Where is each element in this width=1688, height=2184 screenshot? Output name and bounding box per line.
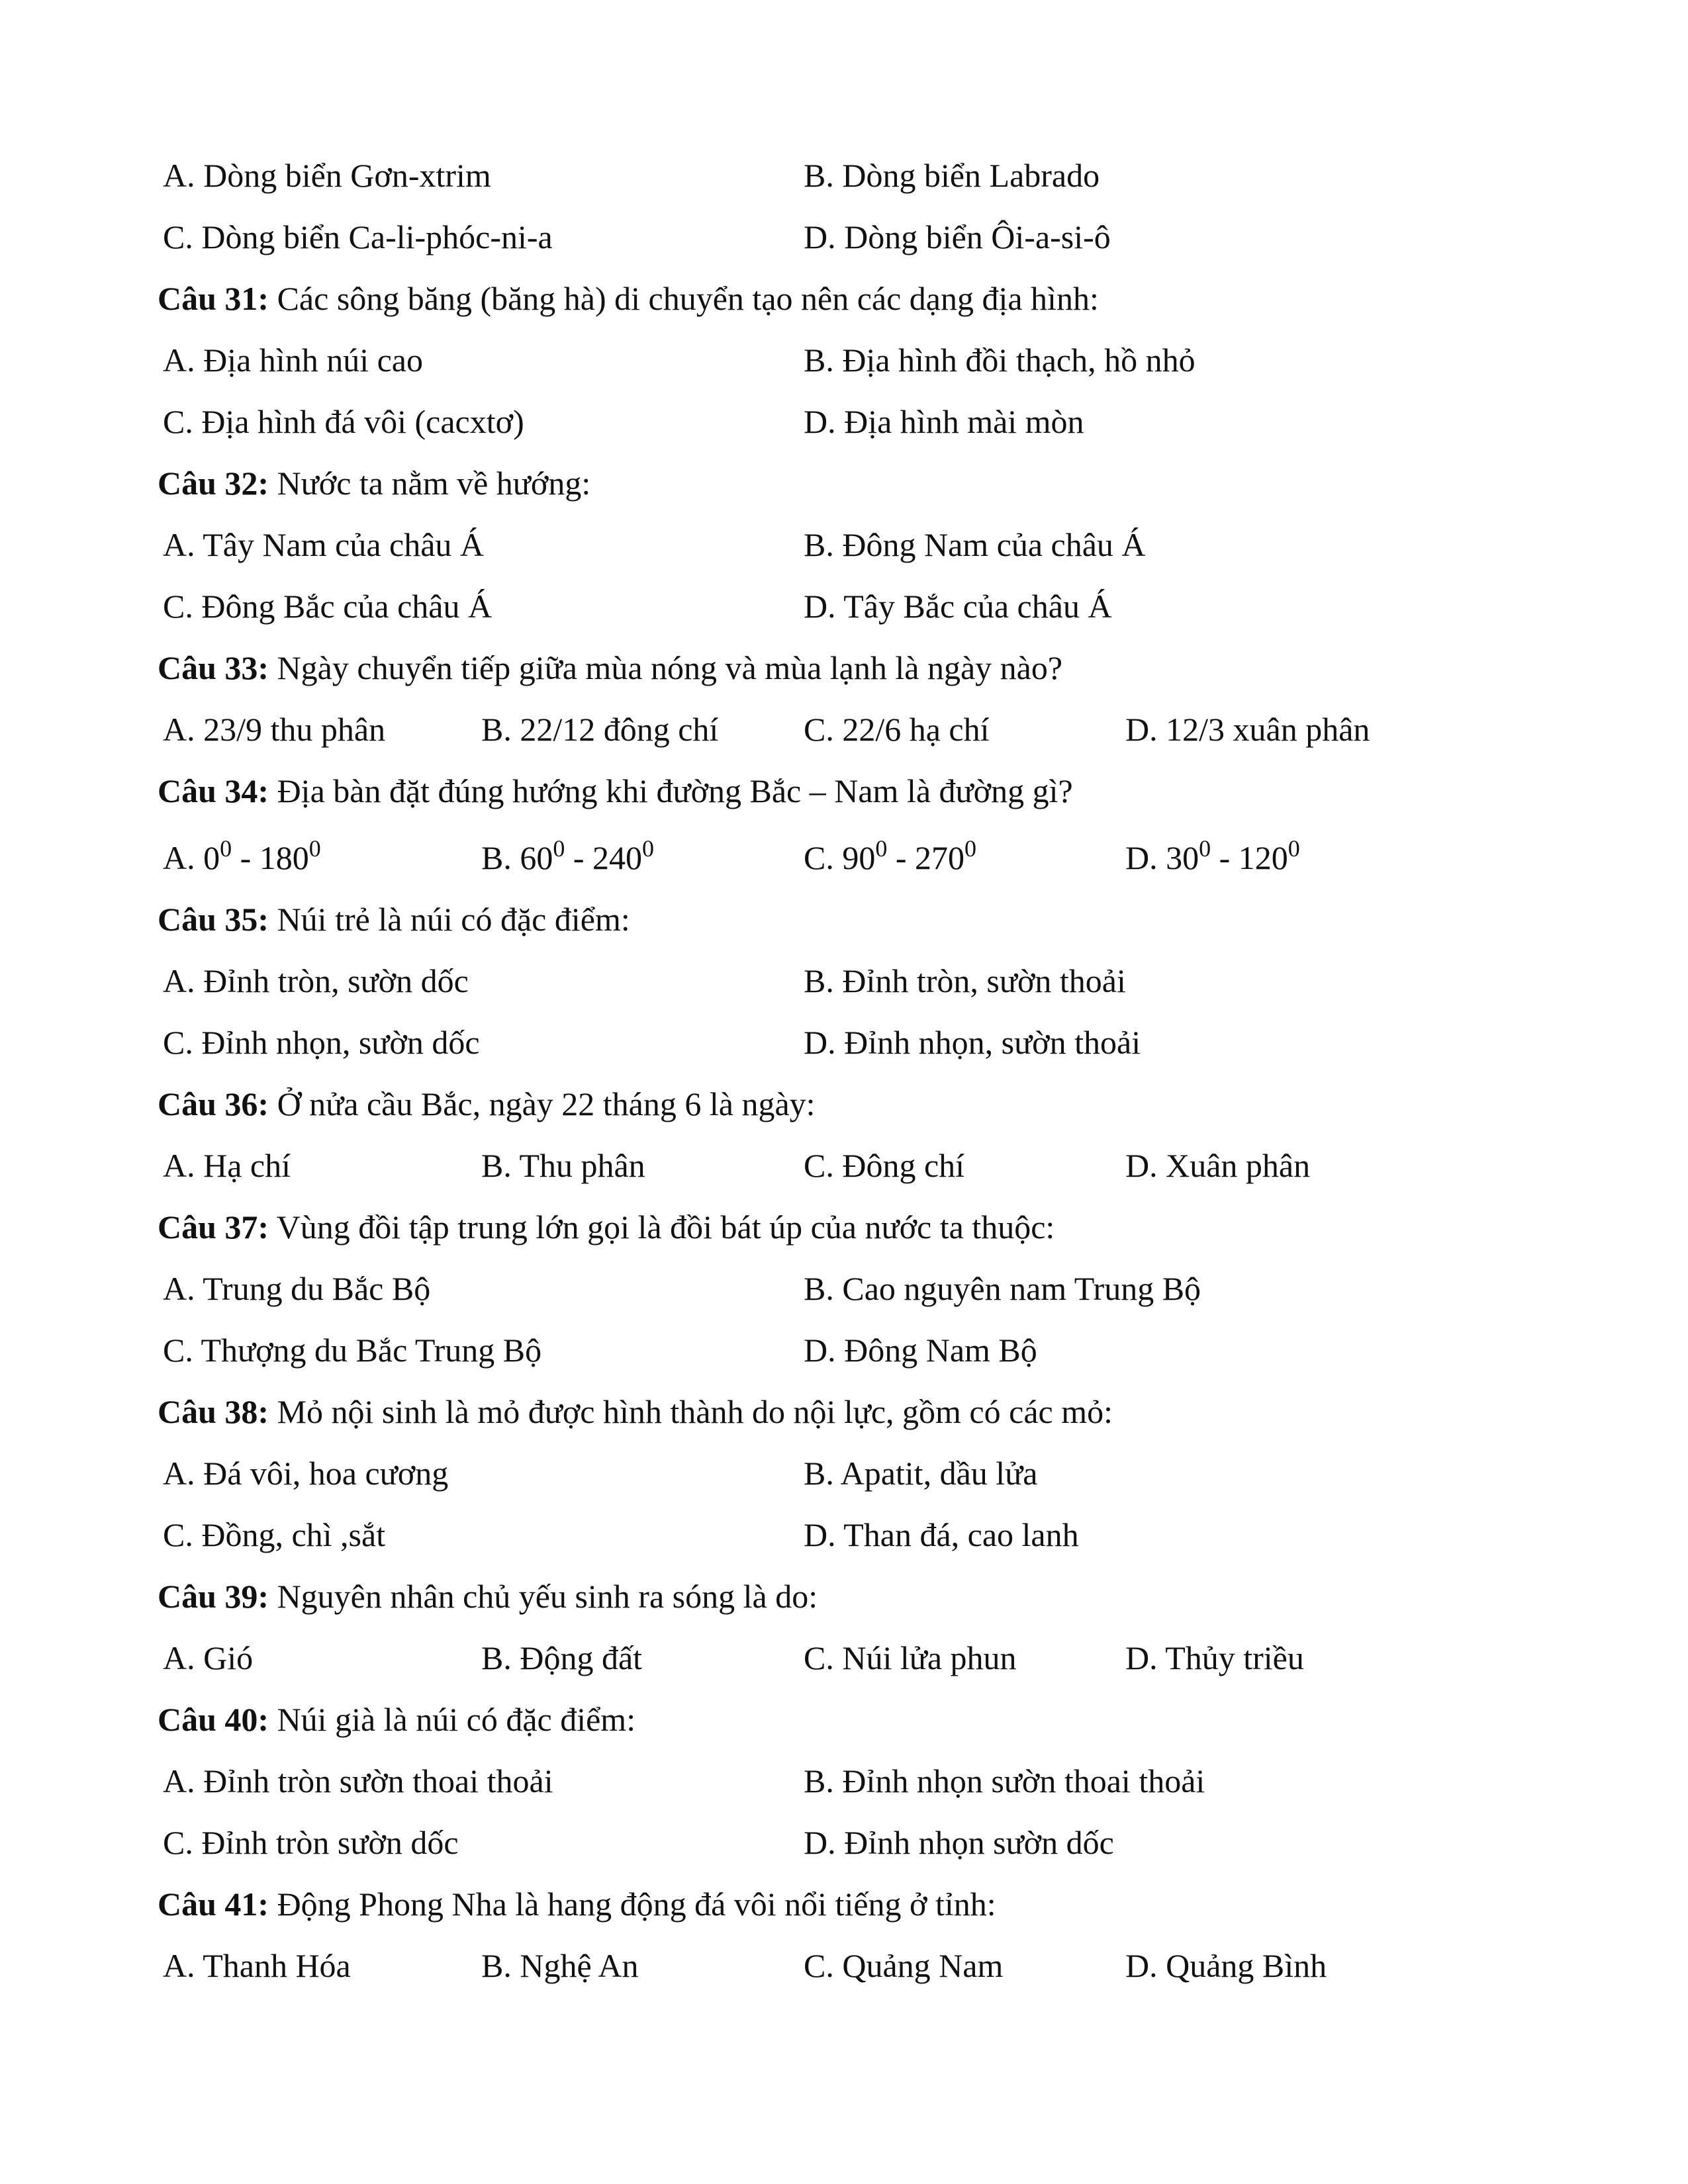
question-text: Ngày chuyển tiếp giữa mùa nóng và mùa lạnh là ngày nào?	[277, 649, 1063, 686]
answer-option: B. Cao nguyên nam Trung Bộ	[804, 1270, 1201, 1307]
question-line	[158, 768, 1614, 814]
answer-option: B. Đỉnh tròn, sườn thoải	[804, 962, 1126, 999]
options-row	[0, 214, 1688, 260]
options-row	[0, 1327, 1688, 1373]
range-separator: -	[565, 839, 593, 876]
question-number: Câu 31:	[158, 280, 269, 317]
answer-option: B. Đỉnh nhọn sườn thoai thoải	[804, 1762, 1205, 1799]
options-row	[0, 1758, 1688, 1804]
option-prefix: A.	[163, 839, 204, 876]
question-text: Động Phong Nha là hang động đá vôi nổi tiếng ở tỉnh:	[277, 1886, 996, 1923]
answer-option: C. Đỉnh nhọn, sườn dốc	[163, 1024, 480, 1061]
degree-end: 120	[1238, 839, 1288, 876]
degree-end: 180	[259, 839, 309, 876]
question-line	[158, 645, 1614, 691]
answer-option: C. Núi lửa phun	[804, 1639, 1017, 1676]
options-row	[0, 1142, 1688, 1189]
options-row	[0, 958, 1688, 1004]
answer-option: A. Địa hình núi cao	[163, 341, 423, 379]
question-line	[158, 896, 1614, 942]
range-separator: -	[232, 839, 259, 876]
options-row	[0, 152, 1688, 199]
answer-option: C. Địa hình đá vôi (cacxtơ)	[163, 403, 524, 440]
question-number: Câu 32:	[158, 465, 269, 502]
degree-sign: 0	[964, 835, 977, 862]
answer-option: A. 23/9 thu phân	[163, 711, 386, 748]
answer-option: B. 22/12 đông chí	[481, 711, 719, 748]
answer-option: D. Xuân phân	[1125, 1147, 1311, 1184]
degree-end: 270	[915, 839, 965, 876]
answer-option: B. Đông Nam của châu Á	[804, 526, 1146, 563]
options-row	[0, 1635, 1688, 1681]
answer-option: C. Đồng, chì ,sắt	[163, 1516, 386, 1553]
degree-sign: 0	[642, 835, 655, 862]
option-prefix: C.	[804, 839, 843, 876]
option-prefix: D.	[1125, 839, 1166, 876]
options-row	[0, 706, 1688, 752]
option-prefix: B.	[481, 839, 520, 876]
question-number: Câu 33:	[158, 649, 269, 686]
degree-start: 0	[203, 839, 220, 876]
degree-sign: 0	[1199, 835, 1211, 862]
options-row	[0, 1512, 1688, 1558]
options-row	[0, 1819, 1688, 1866]
question-text: Mỏ nội sinh là mỏ được hình thành do nội lực, gồm có các mỏ:	[277, 1393, 1113, 1430]
answer-option: D. Quảng Bình	[1125, 1947, 1327, 1984]
degree-sign: 0	[308, 835, 321, 862]
answer-option: A. Trung du Bắc Bộ	[163, 1270, 431, 1307]
range-separator: -	[887, 839, 915, 876]
question-number: Câu 35:	[158, 901, 269, 938]
answer-option: B. Động đất	[481, 1639, 643, 1676]
question-number: Câu 37:	[158, 1208, 269, 1246]
question-line	[158, 1881, 1614, 1927]
range-separator: -	[1211, 839, 1239, 876]
question-line	[158, 1081, 1614, 1127]
question-text: Địa bàn đặt đúng hướng khi đường Bắc – Nam là đường gì?	[277, 772, 1073, 809]
options-row	[0, 583, 1688, 629]
options-row	[0, 398, 1688, 445]
answer-option: D. Đỉnh nhọn, sườn thoải	[804, 1024, 1141, 1061]
question-number: Câu 40:	[158, 1701, 269, 1738]
answer-option: A. Đỉnh tròn, sườn dốc	[163, 962, 469, 999]
degree-sign: 0	[1288, 835, 1300, 862]
question-line	[158, 1573, 1614, 1619]
answer-option: B. Apatit, dầu lửa	[804, 1455, 1038, 1492]
question-line	[158, 1388, 1614, 1435]
options-row	[0, 1450, 1688, 1496]
question-text: Núi già là núi có đặc điểm:	[277, 1701, 636, 1738]
question-line	[158, 1204, 1614, 1250]
answer-option: D. Địa hình mài mòn	[804, 403, 1084, 440]
question-text: Núi trẻ là núi có đặc điểm:	[277, 901, 630, 938]
degree-sign: 0	[875, 835, 888, 862]
answer-option: C. Thượng du Bắc Trung Bộ	[163, 1332, 542, 1369]
question-number: Câu 36:	[158, 1085, 269, 1122]
answer-option: D. Dòng biển Ôi-a-si-ô	[804, 218, 1111, 255]
answer-option: C. Đông Bắc của châu Á	[163, 588, 492, 625]
answer-option: A. Đỉnh tròn sườn thoai thoải	[163, 1762, 553, 1799]
question-number: Câu 39:	[158, 1578, 269, 1615]
degree-sign: 0	[553, 835, 565, 862]
question-text: Nước ta nằm về hướng:	[277, 465, 591, 502]
question-text: Nguyên nhân chủ yếu sinh ra sóng là do:	[277, 1578, 818, 1615]
options-row	[0, 1019, 1688, 1066]
answer-option: B. Thu phân	[481, 1147, 645, 1184]
answer-option: C. Đông chí	[804, 1147, 965, 1184]
question-line	[158, 1696, 1614, 1743]
answer-option: C. 22/6 hạ chí	[804, 711, 990, 748]
question-number: Câu 34:	[158, 772, 269, 809]
answer-option	[163, 835, 321, 881]
answer-option: D. Tây Bắc của châu Á	[804, 588, 1112, 625]
degree-start: 60	[520, 839, 553, 876]
answer-option: C. Đỉnh tròn sườn dốc	[163, 1824, 459, 1861]
options-row	[0, 1942, 1688, 1989]
options-row	[0, 337, 1688, 383]
question-text: Các sông băng (băng hà) di chuyển tạo nên các dạng địa hình:	[277, 280, 1099, 317]
answer-option	[481, 835, 654, 881]
degree-end: 240	[592, 839, 643, 876]
answer-option: C. Quảng Nam	[804, 1947, 1004, 1984]
answer-option	[1125, 835, 1300, 881]
answer-option: A. Thanh Hóa	[163, 1947, 351, 1984]
answer-option: A. Gió	[163, 1639, 254, 1676]
answer-option: D. Thủy triều	[1125, 1639, 1304, 1676]
answer-option: A. Đá vôi, hoa cương	[163, 1455, 449, 1492]
question-line	[158, 275, 1614, 322]
answer-option: A. Dòng biển Gơn-xtrim	[163, 157, 491, 194]
question-text: Ở nửa cầu Bắc, ngày 22 tháng 6 là ngày:	[277, 1085, 816, 1122]
question-text: Vùng đồi tập trung lớn gọi là đồi bát úp của nước ta thuộc:	[276, 1208, 1055, 1246]
answer-option: A. Tây Nam của châu Á	[163, 526, 485, 563]
degree-start: 30	[1166, 839, 1199, 876]
answer-option: B. Địa hình đồi thạch, hồ nhỏ	[804, 341, 1196, 379]
question-number: Câu 38:	[158, 1393, 269, 1430]
options-row	[0, 835, 1688, 881]
answer-option: B. Dòng biển Labrado	[804, 157, 1100, 194]
answer-option: C. Dòng biển Ca-li-phóc-ni-a	[163, 218, 553, 255]
answer-option: A. Hạ chí	[163, 1147, 291, 1184]
answer-option: B. Nghệ An	[481, 1947, 639, 1984]
options-row	[0, 522, 1688, 568]
degree-start: 90	[842, 839, 876, 876]
options-row	[0, 1265, 1688, 1312]
question-line	[158, 460, 1614, 506]
answer-option: D. Đông Nam Bộ	[804, 1332, 1037, 1369]
answer-option: D. Đỉnh nhọn sườn dốc	[804, 1824, 1114, 1861]
answer-option: D. 12/3 xuân phân	[1125, 711, 1370, 748]
degree-sign: 0	[220, 835, 232, 862]
answer-option	[804, 835, 976, 881]
question-number: Câu 41:	[158, 1886, 269, 1923]
answer-option: D. Than đá, cao lanh	[804, 1516, 1079, 1553]
